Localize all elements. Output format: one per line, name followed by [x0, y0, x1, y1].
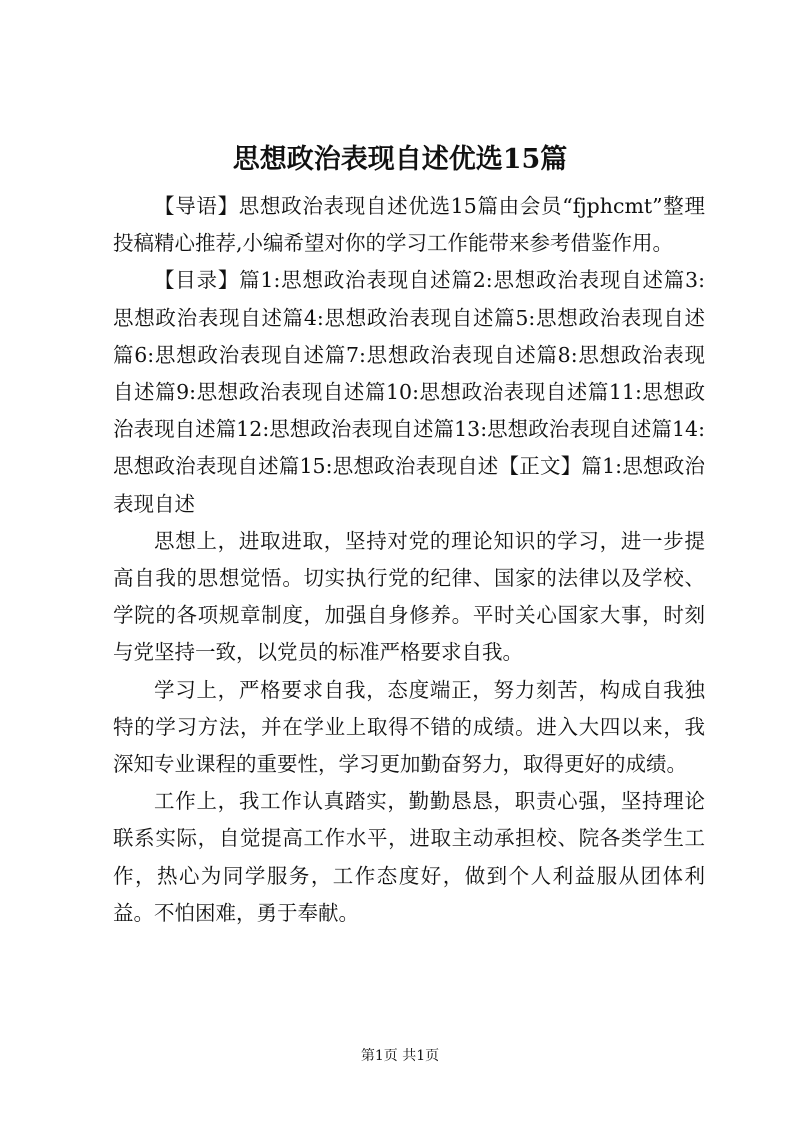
body-paragraph-work: 工作上，我工作认真踏实，勤勤恳恳，职责心强，坚持理论联系实际，自觉提高工作水平，进取主动承担校、院各类学生工作，热心为同学服务，工作态度好，做到个人利益服从团体利益。不怕困难，勇于奉献。	[113, 789, 705, 925]
body-paragraph-study: 学习上，严格要求自我，态度端正，努力刻苦，构成自我独特的学习方法，并在学业上取得不错的成绩。进入大四以来，我深知专业课程的重要性，学习更加勤奋努力，取得更好的成绩。	[113, 677, 705, 777]
body-paragraph-ideology: 思想上，进取进取，坚持对党的理论知识的学习，进一步提高自我的思想觉悟。切实执行党的纪律、国家的法律以及学校、学院的各项规章制度，加强自身修养。平时关心国家大事，时刻与党坚持一致，以党员的标准严格要求自我。	[113, 528, 705, 665]
document-body	[113, 188, 705, 932]
intro-paragraph: 【导语】思想政治表现自述优选15篇由会员“fjphcmt”整理投稿精心推荐,小编希望对你的学习工作能带来参考借鉴作用。	[113, 194, 705, 256]
page-footer: 第1页 共1页	[360, 1048, 440, 1064]
document-title: 思想政治表现自述优选15篇	[232, 144, 568, 175]
contents-paragraph: 【目录】篇1:思想政治表现自述篇2:思想政治表现自述篇3:思想政治表现自述篇4:思想政治表现自述篇5:思想政治表现自述篇6:思想政治表现自述篇7:思想政治表现自述篇8:思想政治表现自述篇9:思想政治表现自述篇10:思想政治表现自述篇11:思想政治表现自述篇12:思想政治表现自述篇13:思想政治表现自述篇14:思想政治表现自述篇15:思想政治表现自述【正文】篇1:思想政治表现自述	[113, 268, 705, 516]
